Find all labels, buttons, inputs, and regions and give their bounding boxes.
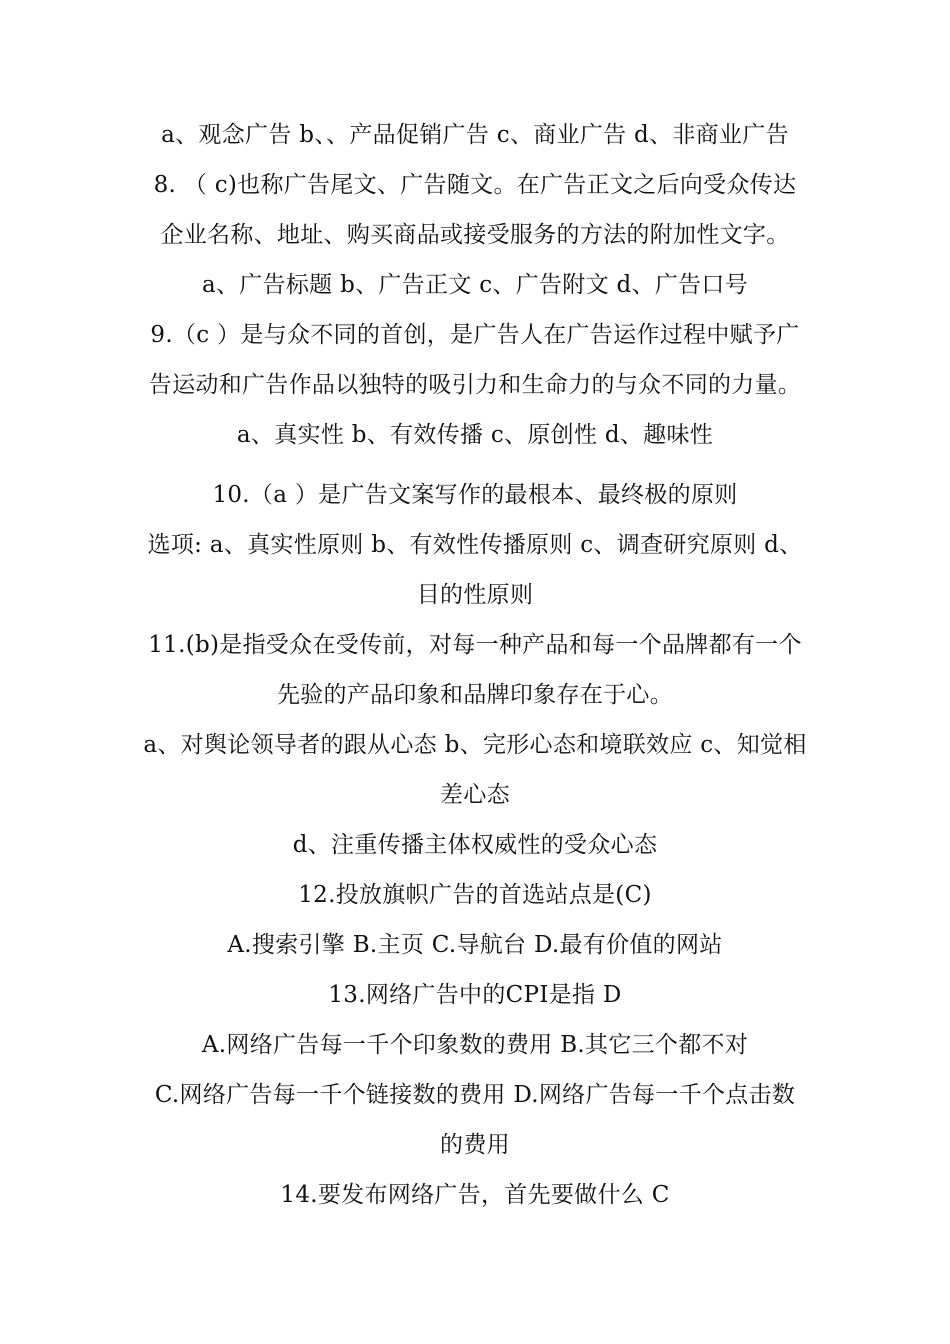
question-8-line-1: 8. （ c)也称广告尾文、广告随文。在广告正文之后向受众传达 — [153, 172, 797, 198]
option-line-q10-1: 选项: a、真实性原则 b、有效性传播原则 c、调查研究原则 d、 — [147, 532, 803, 558]
question-12-line: 12.投放旗帜广告的首选站点是(C) — [298, 882, 652, 908]
option-line-q11-2: 差心态 — [440, 782, 510, 808]
question-9-line-1: 9.（c ）是与众不同的首创，是广告人在广告运作过程中赋予广 — [150, 322, 800, 348]
question-9-line-2: 告运动和广告作品以独特的吸引力和生命力的与众不同的力量。 — [148, 372, 802, 398]
option-line-q8: a、广告标题 b、广告正文 c、广告附文 d、广告口号 — [201, 272, 749, 298]
question-8-line-2: 企业名称、地址、购买商品或接受服务的方法的附加性文字。 — [160, 222, 790, 248]
option-line-q13-3: 的费用 — [440, 1132, 510, 1158]
option-line-q12: A.搜索引擎 B.主页 C.导航台 D.最有价值的网站 — [227, 932, 723, 958]
question-11-line-2: 先验的产品印象和品牌印象存在于心。 — [276, 682, 674, 708]
option-line-q9: a、真实性 b、有效传播 c、原创性 d、趣味性 — [236, 422, 714, 448]
option-line-q13-2: C.网络广告每一千个链接数的费用 D.网络广告每一千个点击数 — [154, 1082, 796, 1108]
question-11-line-1: 11.(b)是指受众在受传前，对每一种产品和每一个品牌都有一个 — [148, 632, 802, 658]
option-line-q11-3: d、注重传播主体权威性的受众心态 — [292, 832, 658, 858]
option-line-q7: a、观念广告 b、、产品促销广告 c、商业广告 d、非商业广告 — [161, 122, 789, 148]
question-10-line: 10.（a ）是广告文案写作的最根本、最终极的原则 — [212, 482, 738, 508]
question-14-line: 14.要发布网络广告，首先要做什么 C — [280, 1182, 670, 1208]
option-line-q13-1: A.网络广告每一千个印象数的费用 B.其它三个都不对 — [201, 1032, 749, 1058]
question-13-line: 13.网络广告中的CPI是指 D — [328, 982, 622, 1008]
option-line-q10-2: 目的性原则 — [416, 582, 534, 608]
option-line-q11-1: a、对舆论领导者的跟从心态 b、完形心态和境联效应 c、知觉相 — [143, 732, 807, 758]
